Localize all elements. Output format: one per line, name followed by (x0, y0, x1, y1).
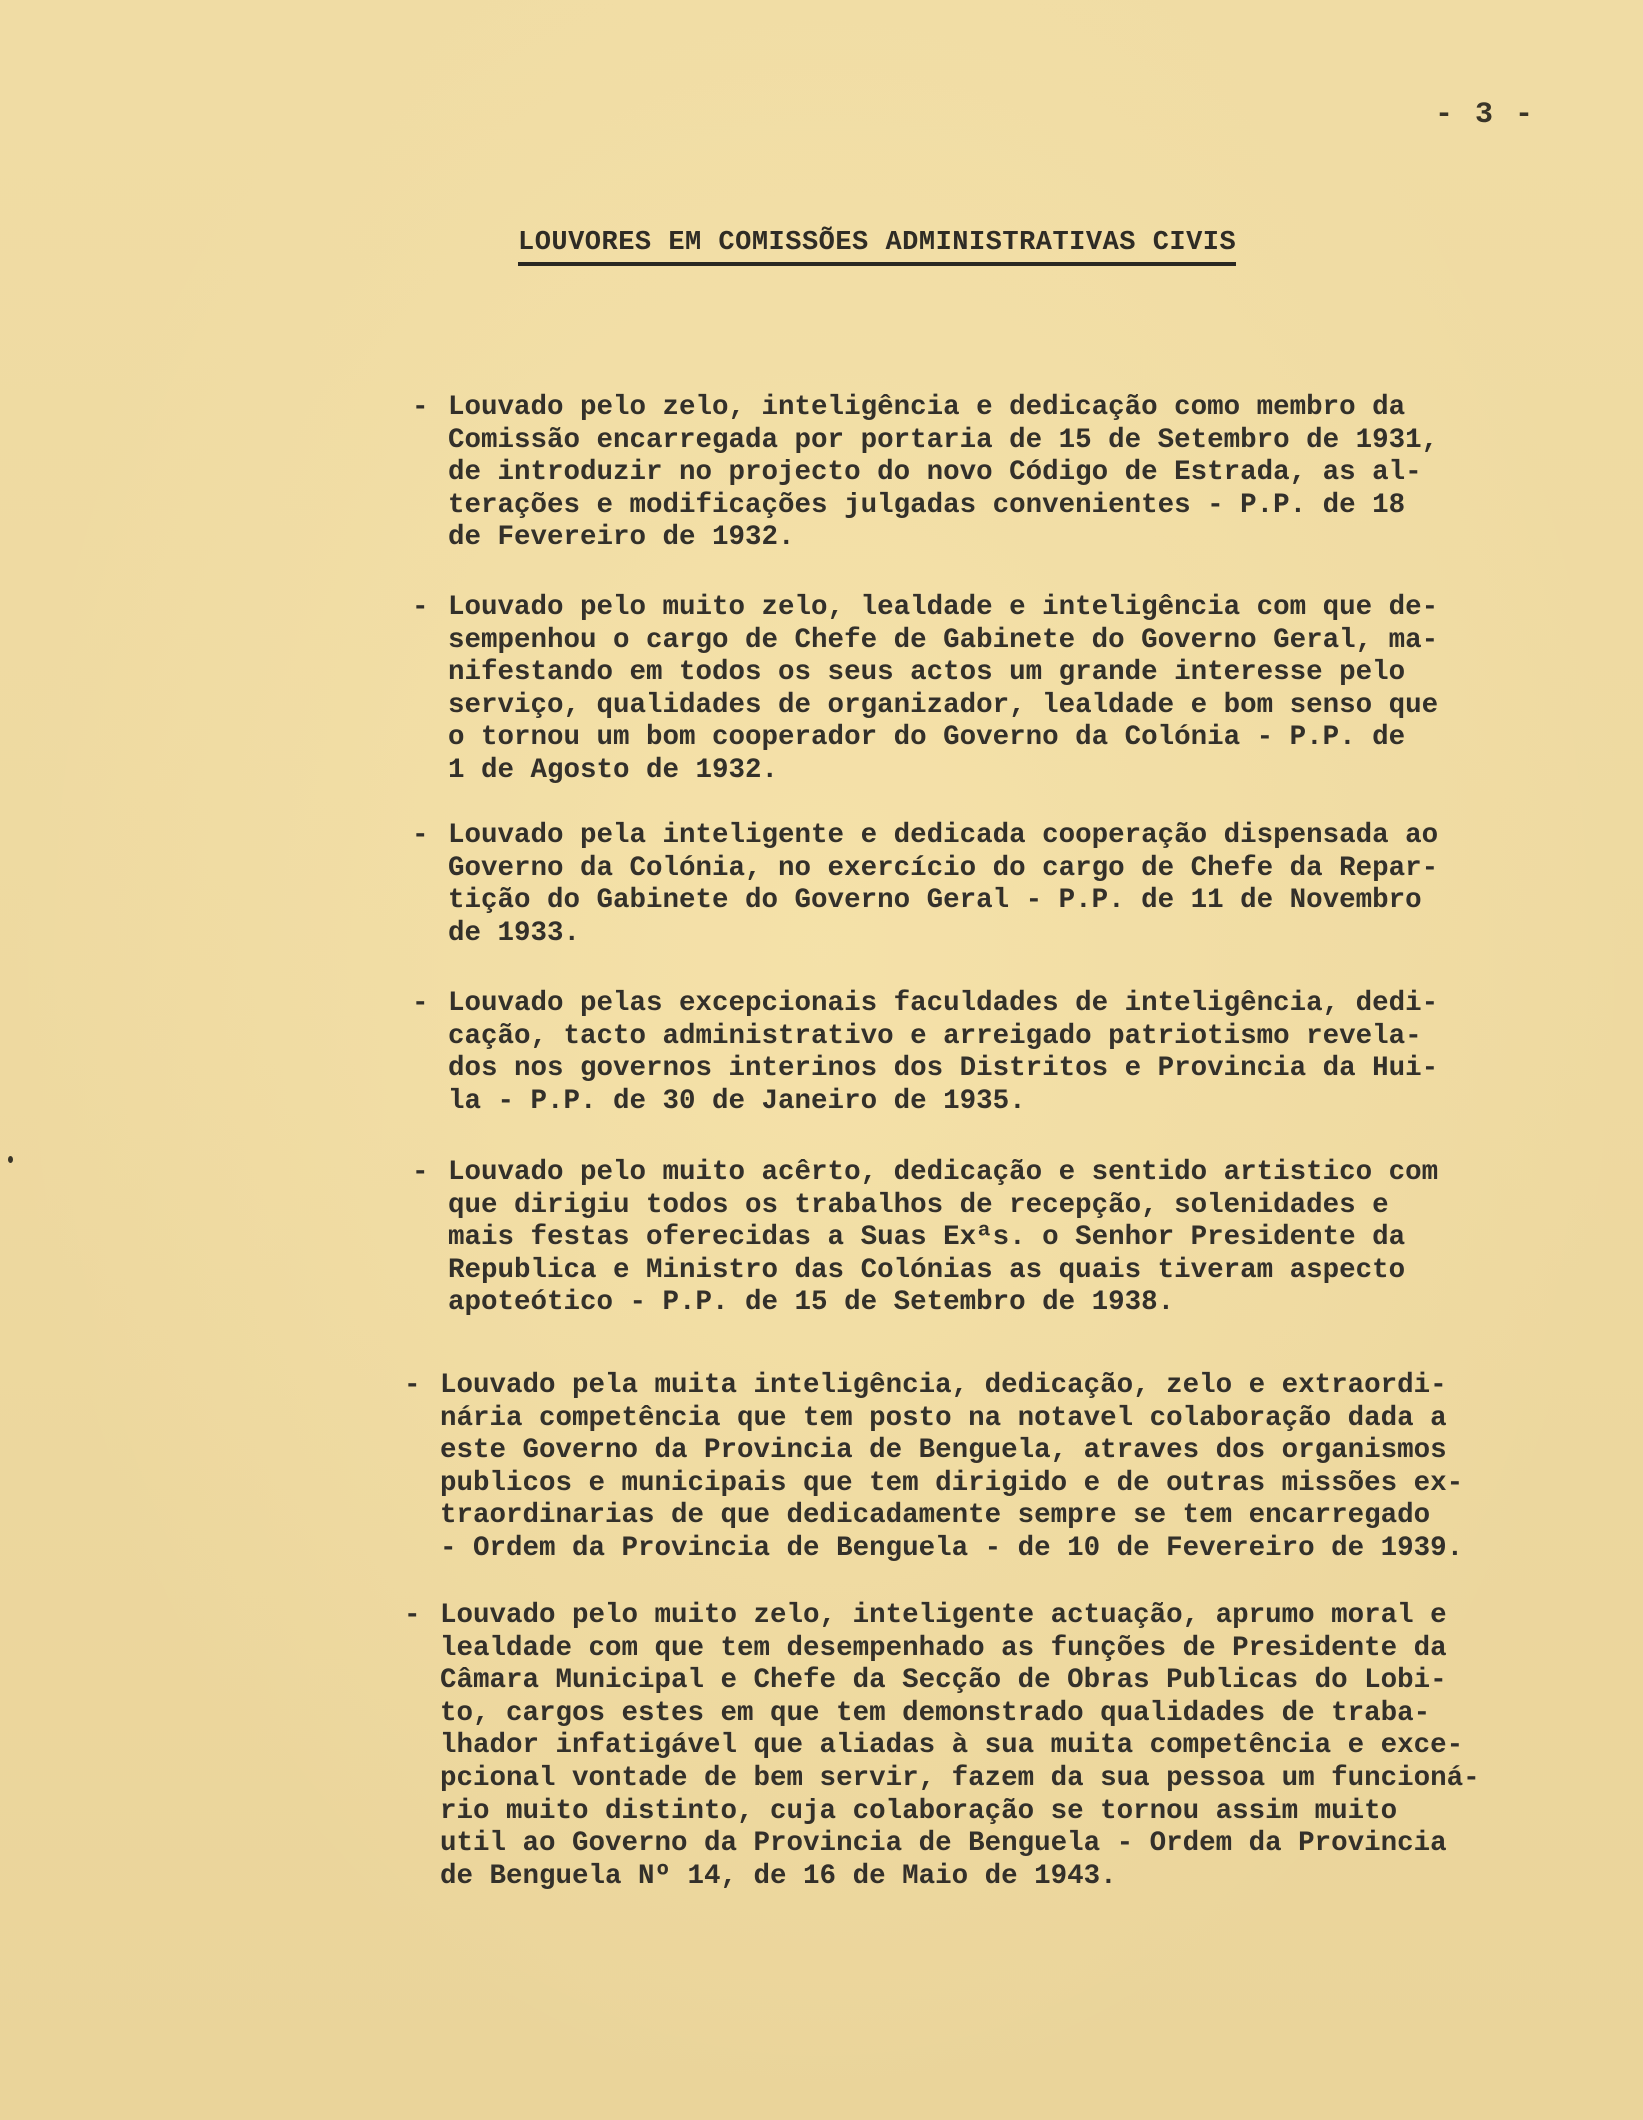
entry-line: 1 de Agosto de 1932. (448, 754, 779, 786)
entry-line: Louvado pelo muito zelo, inteligente actuação, aprumo moral e (440, 1600, 1447, 1631)
paper-speck (8, 1156, 13, 1163)
entry-line: Louvado pelo muito zelo, lealdade e inteligência com que de- (448, 592, 1439, 623)
entry-line: cação, tacto administrativo e arreigado patriotismo revela- (448, 1020, 1422, 1052)
entry-dash: - (412, 820, 429, 851)
entry-dash: - (412, 392, 429, 423)
entry-line: tição do Gabinete do Governo Geral - P.P. de 11 de Novembro (448, 885, 1422, 917)
commendation-entry (412, 592, 1543, 788)
commendation-entry (412, 988, 1528, 1118)
entry-line: - Ordem da Provincia de Benguela - de 10 de Fevereiro de 1939. (440, 1532, 1464, 1564)
commendation-entry (404, 1370, 1540, 1566)
entry-line: de 1933. (448, 917, 581, 949)
entry-line: lealdade com que tem desempenhado as funções de Presidente da (440, 1632, 1447, 1664)
entry-line: Louvado pelo muito acêrto, dedicação e sentido artistico com (448, 1157, 1439, 1188)
commendation-entry (412, 1157, 1528, 1320)
entry-line: Louvado pelas excepcionais faculdades de inteligência, dedi- (448, 988, 1439, 1019)
entry-line: util ao Governo da Provincia de Benguela - Ordem da Provincia (440, 1828, 1447, 1860)
entry-line: Louvado pela inteligente e dedicada cooperação dispensada ao (448, 820, 1439, 851)
entry-line: pcional vontade de bem servir, fazem da sua pessoa um funcioná- (440, 1762, 1480, 1794)
commendation-entry (412, 820, 1538, 950)
page-number: - 3 - (1434, 98, 1535, 132)
entry-line: de Benguela Nº 14, de 16 de Maio de 1943. (440, 1860, 1117, 1892)
entry-line: Louvado pela muita inteligência, dedicação, zelo e extraordi- (440, 1370, 1447, 1401)
entry-line: rio muito distinto, cuja colaboração se tornou assim muito (440, 1795, 1398, 1827)
entry-line: dos nos governos interinos dos Distritos e Provincia da Hui- (448, 1053, 1439, 1085)
entry-line: este Governo da Provincia de Benguela, atraves dos organismos (440, 1435, 1447, 1467)
entry-line: apoteótico - P.P. de 15 de Setembro de 1938. (448, 1287, 1175, 1319)
entry-line: lhador infatigável que aliadas à sua muita competência e exce- (440, 1730, 1464, 1762)
entry-line: la - P.P. de 30 de Janeiro de 1935. (448, 1085, 1026, 1117)
entry-line: mais festas oferecidas a Suas Exªs. o Senhor Presidente da (448, 1222, 1406, 1254)
entry-line: terações e modificações julgadas convenientes - P.P. de 18 (448, 489, 1406, 521)
entry-line: nifestando em todos os seus actos um grande interesse pelo (448, 657, 1406, 689)
entry-line: de Fevereiro de 1932. (448, 522, 795, 554)
commendation-entry (412, 392, 1528, 555)
entry-line: serviço, qualidades de organizador, lealdade e bom senso que (448, 689, 1439, 721)
entry-dash: - (412, 988, 429, 1019)
entry-line: Republica e Ministro das Colónias as quais tiveram aspecto (448, 1254, 1406, 1286)
entry-line: de introduzir no projecto do novo Código de Estrada, as al- (448, 457, 1422, 489)
entry-line: Câmara Municipal e Chefe da Secção de Obras Publicas do Lobi- (440, 1665, 1447, 1697)
entry-line: traordinarias de que dedicadamente sempre se tem encarregado (440, 1500, 1431, 1532)
section-heading: LOUVORES EM COMISSÕES ADMINISTRATIVAS CIVIS (518, 228, 1236, 266)
entry-line: o tornou um bom cooperador do Governo da Colónia - P.P. de (448, 722, 1406, 754)
entry-line: to, cargos estes em que tem demonstrado qualidades de traba- (440, 1697, 1431, 1729)
entry-dash: - (404, 1600, 421, 1631)
entry-line: Louvado pelo zelo, inteligência e dedicação como membro da (448, 392, 1406, 423)
entry-line: publicos e municipais que tem dirigido e de outras missões ex- (440, 1467, 1464, 1499)
entry-dash: - (412, 592, 429, 623)
commendation-entry (404, 1600, 1540, 1893)
entry-dash: - (412, 1157, 429, 1188)
entry-line: Comissão encarregada por portaria de 15 de Setembro de 1931, (448, 424, 1439, 456)
entry-line: que dirigiu todos os trabalhos de recepção, solenidades e (448, 1189, 1389, 1221)
entry-line: Governo da Colónia, no exercício do cargo de Chefe da Repar- (448, 852, 1439, 884)
entry-line: sempenhou o cargo de Chefe de Gabinete do Governo Geral, ma- (448, 624, 1439, 656)
entry-dash: - (404, 1370, 421, 1401)
entry-line: nária competência que tem posto na notavel colaboração dada a (440, 1402, 1447, 1434)
